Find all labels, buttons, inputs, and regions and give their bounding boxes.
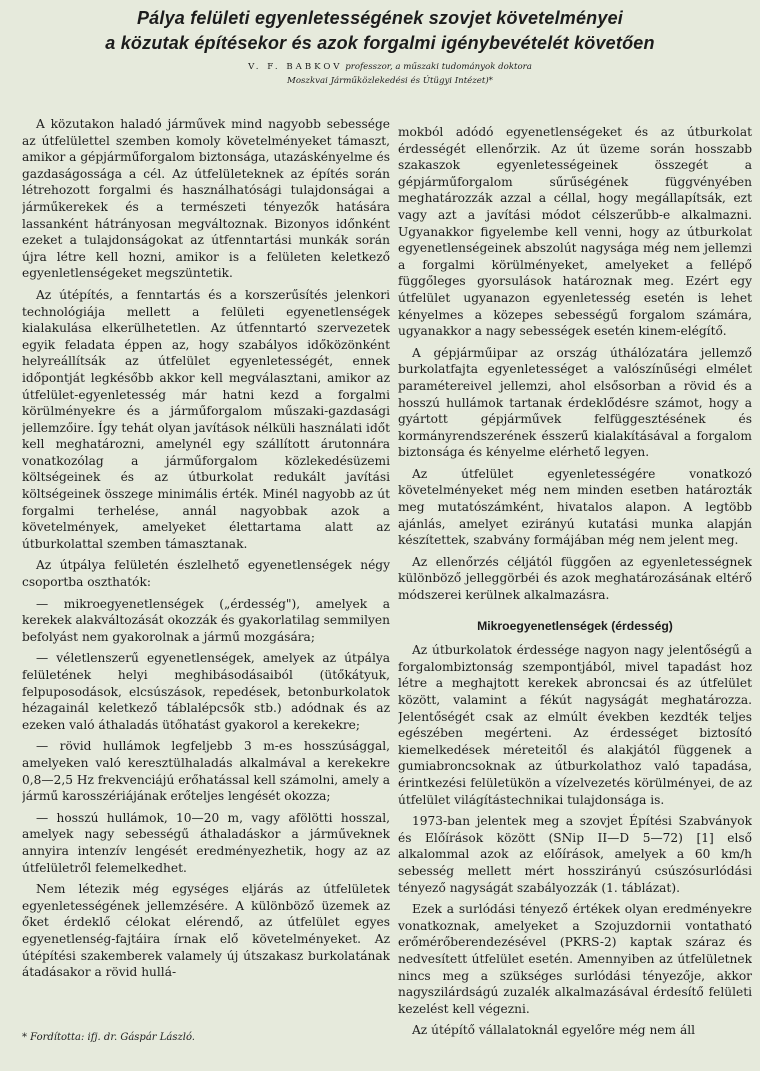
author-block [220,60,560,88]
list-item: — rövid hullámok legfeljebb 3 m-es hosszúsággal, amelyeken való keresztülhaladás alkalmával a kerekekre 0,8—2,5 Hz frekvenciájú erőhatással kell számolni, amely a jármű karosszériájának erőteljes lengését okozza; [22,739,390,804]
title-line-1: Pálya felületi egyenletességének szovjet követelményei [136,8,624,28]
section-heading: Mikroegyenetlenségek (érdesség) [477,618,673,633]
paragraph: Az útépítés, a fenntartás és a korszerűsítés jelenkori technológiája mellett a felületi egyenetlenségek kialakulása elkerülhetetlen. Az útfenntartó szervezetek egyik feladata éppen az, hogy szabályos időközönként helyreállítsák az útfelület egyenletességét, ennek időpontját legkésőbb akkor kell megválasztani, amikor az útfelület-egyenletesség már hatni kezd a forgalmi körülményekre és a járműforgalom műszaki-gazdasági jellemzőire. Így tehát olyan javítások nélküli használati időt kell meghatározni, amelynél egy szállított árutonnára vonatkozólag a járműforgalom közlekedésüzemi költségeinek és az útburkolat redukált javítási költségeinek összege minimális érték. Minél nagyobb az út forgalmi terhelése, annál nagyobbak azok a követelmények, amelyeket élettartama alatt az útburkolattal szemben támasztanak. [22,287,390,551]
paragraph: Nem létezik még egységes eljárás az útfelületek egyenletességének jellemzésére. A különböző üzemek az őket érdeklő célokat elérendő, az útfelület egyes egyenetlenség-fajtáira írnak elő követelményeket. Az útépítési szakemberek valamely új útszakasz burkolatának átadásakor a rövid hullá- [22,882,390,980]
paragraph: Az útfelület egyenletességére vonatkozó követelményeket még nem minden esetben határozták meg mutatószámként, hivatalos alapon. A legtöbb ajánlás, amelyet ezirányú kutatási munka alapján készítettek, szabvány formájában még nem jelent meg. [398,466,752,548]
paragraph: A gépjárműipar az ország úthálózatára jellemző burkolatfajta egyenletességet a valószínűségi elmélet paramétereivel jellemzi, ahol elsősorban a rövid és a hosszú hullámok tartanak érdeklődésre számot, hogy a gyártott gépjárművek felfüggesztésének és kormányrendszerének ésszerű kialakításával a forgalom biztonsága és kényelme elérhető legyen. [398,345,752,460]
author-title: professzor, a műszaki tudományok doktora [345,62,532,72]
author-affiliation: Moszkvai Járműközlekedési és Útügyi Intézet)* [287,76,493,86]
right-column [398,124,752,1064]
paragraph: mokból adódó egyenetlenségeket és az útburkolat érdességét ellenőrzik. Az út üzeme során hosszabb szakaszok egyenletességeinek összegét a gépjárműforgalom sűrűségének függvényében meghatározzák azzal a céllal, hogy megállapítsák, ezt vagy azt a javítási módot célszerűbb-e alkalmazni. Ugyanakkor figyelembe kell venni, hogy az útburkolat egyenetlenségeinek abszolút nagysága még nem jellemzi a forgalmi körülményeket, amelyeket a fellépő függőleges gyorsulások határoznak meg. Ezért egy útfelület ugyanazon egyenletesség esetén is lehet kényelmes a közepes sebességű forgalom számára, ugyanakkor a nagy sebességek esetén kinem-elégítő. [398,125,752,339]
translator-footnote: * Fordította: ifj. dr. Gáspár László. [22,1032,195,1043]
paragraph: Az útpálya felületén észlelhető egyenetlenségek négy csoportba oszthatók: [22,558,390,590]
article-title [40,6,720,56]
list-item: — mikroegyenetlenségek („érdesség"), amelyek a kerekek alakváltozását okozzák és gyakorlatilag semmilyen befolyást nem gyakorolnak a jármű mozgására; [22,596,390,644]
list-item: — véletlenszerű egyenetlenségek, amelyek az útpálya felületének helyi meghibásodásaiból (ütőkátyuk, felpuposodások, elcsúszások, repedések, betonburkolatok hézagainál keletkező táblalépcsők stb.) adódnak és az ezeken való áthaladás ütőhatást gyakorol a kerekekre; [22,651,390,732]
list-item: — hosszú hullámok, 10—20 m, vagy afölötti hosszal, amelyek nagy sebességű áthaladáskor a járműveknek annyira intenzív lengését eredményezhetik, hogy az az útfelületről felemelkedhet. [22,810,390,875]
title-line-2: a közutak építésekor és azok forgalmi igénybevételét követően [105,33,655,53]
paragraph: Ezek a surlódási tényező értékek olyan eredményekre vonatkoznak, amelyeket a Szojuzdornii vontatható erőmérőberendezésével (PKRS-2) kaptak száraz és nedvesített útfelület esetén. Amennyiben az útfelületnek nincs meg a szükséges surlódási tényezője, akkor nagyszilárdságú zuzalék alkalmazásával érdesítő felületi kezelést kell végezni. [398,902,752,1016]
paragraph: Az ellenőrzés céljától függően az egyenletességnek különböző jelleggörbéi és azok meghatározásának eltérő módszerei kerülnek alkalmazásra. [398,554,752,603]
author-name: V. F. BABKOV [248,62,343,72]
paragraph: 1973-ban jelentek meg a szovjet Építési Szabványok és Előírások között (SNip II—D 5—72) [1] első alkalommal azok az előírások, amelyek a 60 km/h sebesség mellett mért hosszirányú csúszósurlódási tényező nagyságát szabályozzák (1. táblázat). [398,814,752,895]
paragraph: Az útépítő vállalatoknál egyelőre még nem áll [412,1023,696,1038]
paragraph: Az útburkolatok érdessége nagyon nagy jelentőségű a forgalombiztonság szempontjából, mivel tapadást hoz létre a meghajtott kerekek abroncsai és az útfelület között, valamint a fékút nagyságát meghatározza. Jelentőségét csak az elmúlt években kezdték teljes egészében megérteni. Az érdességet biztosító kiemelkedések méreteitől és alakjától függenek a gumiabroncsoknak az útburkolathoz való tapadása, érintkezési felületükön a vízelvezetés körülményei, de az útfelület világítástechnikai tulajdonsága is. [398,643,752,807]
left-column [22,116,390,1036]
paragraph: A közutakon haladó járművek mind nagyobb sebessége az útfelülettel szemben komoly követelményeket támaszt, amikor a gépjárműforgalom biztonsága, utazáskényelme és gazdaságossága a cél. Az útfelületeknek az építés során létrehozott forgalmi és használhatósági tulajdonságai a járműkerekek és a természeti tényezők hatására lassanként hátrányosan megváltoznak. Bizonyos időnként ezeket a tulajdonságokat az útfenntartási munkák során újra létre kell hozni, amikor is a felületen keletkező egyenletlenségeket megszüntetik. [22,117,390,281]
